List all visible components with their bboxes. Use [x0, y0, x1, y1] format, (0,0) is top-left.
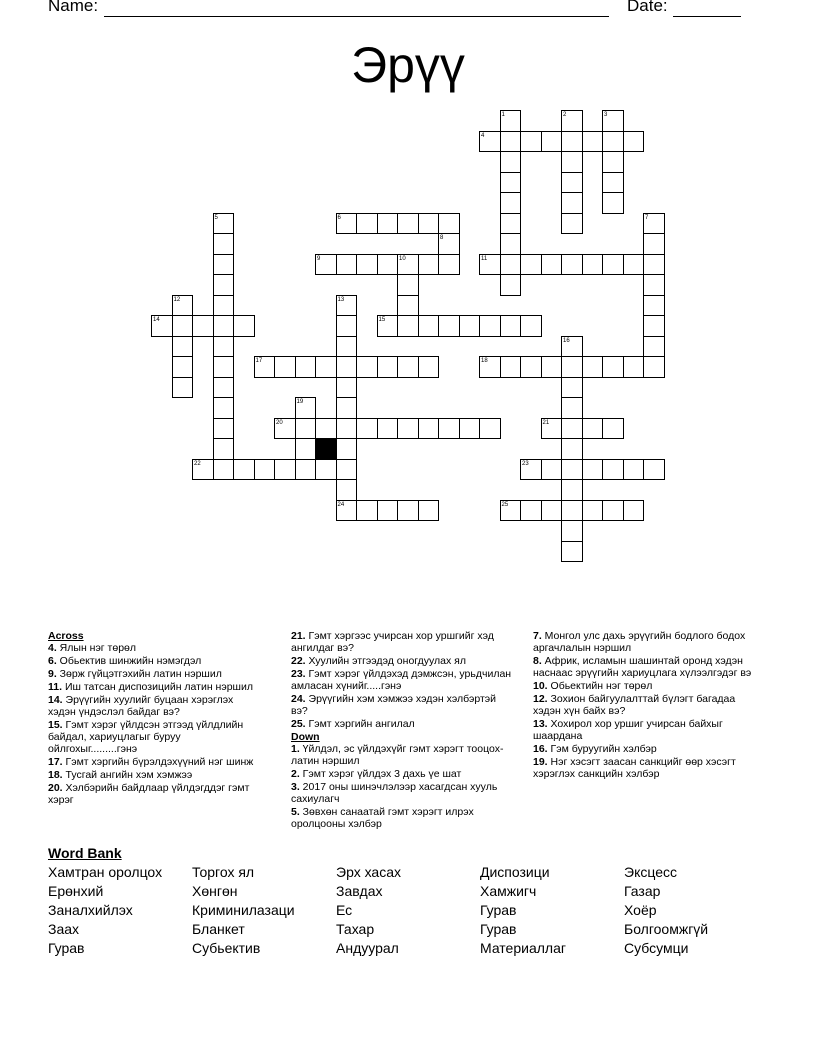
clue-number: 25 — [501, 501, 509, 508]
grid-cell[interactable] — [418, 356, 440, 378]
word-bank-item: Хамжигч — [480, 883, 537, 899]
grid-cell[interactable] — [213, 315, 235, 337]
page-title: Эрүү — [351, 37, 465, 93]
grid-cell[interactable] — [213, 356, 235, 378]
grid-cell[interactable] — [336, 336, 358, 358]
grid-cell[interactable] — [295, 459, 317, 481]
grid-cell[interactable] — [336, 356, 358, 378]
grid-cell[interactable] — [561, 254, 583, 276]
grid-cell[interactable] — [582, 500, 604, 522]
grid-cell[interactable] — [520, 131, 542, 153]
grid-cell[interactable] — [336, 295, 358, 317]
clue-number: 22 — [194, 460, 201, 467]
word-bank-item: Торгох ял — [192, 864, 255, 880]
grid-cell[interactable] — [172, 377, 194, 399]
grid-cell[interactable] — [500, 151, 522, 173]
grid-cell[interactable] — [541, 254, 563, 276]
grid-cell[interactable] — [418, 418, 440, 440]
grid-cell[interactable] — [336, 418, 358, 440]
grid-cell[interactable] — [479, 254, 501, 276]
grid-cell[interactable] — [643, 459, 665, 481]
grid-cell[interactable] — [336, 254, 358, 276]
grid-cell[interactable] — [213, 233, 235, 255]
grid-cell[interactable] — [295, 438, 317, 460]
clue-number: 10 — [399, 255, 406, 262]
grid-cell[interactable] — [295, 356, 317, 378]
word-bank-title: Word Bank — [48, 845, 122, 861]
black-square — [315, 438, 337, 460]
grid-cell[interactable] — [520, 500, 542, 522]
grid-cell[interactable] — [643, 336, 665, 358]
grid-cell[interactable] — [582, 254, 604, 276]
grid-cell[interactable] — [582, 131, 604, 153]
grid-cell[interactable] — [377, 315, 399, 337]
clue-number: 6 — [337, 214, 341, 221]
clue-8: 8. Африк, исламын шашинтай оронд хэдэн наснаас эрүүгийн хариуцлага хүлээлгэдэг вэ — [533, 655, 752, 679]
grid-cell[interactable] — [500, 500, 522, 522]
clue-number: 18 — [481, 358, 488, 364]
grid-cell[interactable] — [541, 418, 563, 440]
clue-number: 16 — [563, 337, 570, 344]
grid-cell[interactable] — [213, 377, 235, 399]
grid-cell[interactable] — [602, 110, 624, 132]
grid-cell[interactable] — [582, 356, 604, 378]
grid-cell[interactable] — [274, 356, 296, 378]
grid-cell[interactable] — [295, 397, 317, 419]
clue-number: 13 — [337, 296, 345, 303]
grid-cell[interactable] — [500, 172, 522, 194]
grid-cell[interactable] — [213, 254, 235, 276]
clue-number: 11 — [481, 255, 488, 262]
grid-cell[interactable] — [561, 377, 583, 399]
clue-number: 9 — [317, 255, 321, 262]
word-bank-item: Хөнгөн — [192, 883, 238, 899]
grid-cell[interactable] — [418, 315, 440, 337]
grid-cell[interactable] — [479, 315, 501, 337]
clue-12: 12. Зохион байгуулалттай бүлэгт багадаа хэдэн хүн байх вэ? — [533, 693, 736, 717]
grid-cell[interactable] — [213, 213, 235, 235]
grid-cell[interactable] — [500, 356, 522, 378]
grid-cell[interactable] — [438, 233, 460, 255]
grid-cell[interactable] — [561, 520, 583, 542]
grid-cell[interactable] — [397, 315, 419, 337]
grid-cell[interactable] — [336, 500, 358, 522]
word-bank-item: Гурав — [480, 902, 517, 918]
clue-19: 19. Нэг хэсэгт заасан санкцийг өөр хэсэгт хэрэглэх санкцийн хэлбэр — [533, 756, 736, 780]
grid-cell[interactable] — [213, 418, 235, 440]
word-bank-item: Гурав — [480, 921, 517, 937]
grid-cell[interactable] — [315, 418, 337, 440]
grid-cell[interactable] — [336, 479, 358, 501]
grid-cell[interactable] — [541, 356, 563, 378]
grid-cell[interactable] — [397, 254, 419, 276]
clue-16: 16. Гэм буруугийн хэлбэр — [533, 743, 657, 755]
grid-cell[interactable] — [520, 254, 542, 276]
clue-17: 17. Гэмт хэргийн бүрэлдэхүүний нэг шинж — [48, 756, 254, 768]
grid-cell[interactable] — [623, 500, 645, 522]
grid-cell[interactable] — [377, 500, 399, 522]
grid-cell[interactable] — [520, 315, 542, 337]
grid-cell[interactable] — [643, 315, 665, 337]
grid-cell[interactable] — [356, 500, 378, 522]
grid-cell[interactable] — [459, 418, 481, 440]
grid-cell[interactable] — [643, 213, 665, 235]
word-bank-item: Газар — [624, 883, 661, 899]
grid-cell[interactable] — [520, 356, 542, 378]
grid-cell[interactable] — [356, 418, 378, 440]
grid-cell[interactable] — [172, 295, 194, 317]
word-bank-item: Субьектив — [192, 940, 261, 956]
grid-cell[interactable] — [315, 356, 337, 378]
clue-number: 8 — [440, 235, 444, 241]
grid-cell[interactable] — [438, 418, 460, 440]
grid-cell[interactable] — [602, 172, 624, 194]
grid-cell[interactable] — [336, 397, 358, 419]
grid-cell[interactable] — [397, 213, 419, 235]
clue-3: 3. 2017 оны шинэчлэлээр хасагдсан хууль сахиулагч — [291, 781, 498, 805]
grid-cell[interactable] — [397, 295, 419, 317]
grid-cell[interactable] — [356, 254, 378, 276]
grid-cell[interactable] — [438, 213, 460, 235]
grid-cell[interactable] — [582, 418, 604, 440]
grid-cell[interactable] — [172, 315, 194, 337]
grid-cell[interactable] — [602, 418, 624, 440]
grid-cell[interactable] — [500, 315, 522, 337]
grid-cell[interactable] — [500, 233, 522, 255]
grid-cell[interactable] — [541, 459, 563, 481]
clue-25: 25. Гэмт хэргийн ангилал — [291, 718, 415, 730]
grid-cell[interactable] — [377, 356, 399, 378]
grid-cell[interactable] — [561, 500, 583, 522]
grid-cell[interactable] — [500, 131, 522, 153]
word-bank-item: Заналхийлэх — [48, 902, 133, 918]
clue-number: 3 — [604, 112, 608, 118]
grid-cell[interactable] — [336, 377, 358, 399]
grid-cell[interactable] — [315, 459, 337, 481]
clue-number: 20 — [276, 419, 283, 426]
grid-cell[interactable] — [459, 315, 481, 337]
grid-cell[interactable] — [274, 418, 296, 440]
clues-column-3 — [533, 630, 765, 781]
word-bank-item: Андуурал — [336, 940, 399, 956]
grid-cell[interactable] — [295, 418, 317, 440]
clue-number: 15 — [378, 317, 386, 323]
grid-cell[interactable] — [274, 459, 296, 481]
word-bank-item: Криминилазаци — [192, 902, 295, 918]
clue-9: 9. Зөрж гүйцэтгэхийн латин нэршил — [48, 668, 222, 680]
clue-14: 14. Эрүүгийн хуулийг буцаан хэрэглэх хэдэн үндэслэл байдаг вэ? — [48, 694, 234, 718]
clues-column-1 — [48, 630, 260, 807]
clue-22: 22. Хуулийн этгээдэд оногдуулах ял — [291, 655, 466, 667]
clue-number: 21 — [542, 419, 550, 426]
grid-cell[interactable] — [233, 459, 255, 481]
clue-7: 7. Монгол улс дахь эрүүгийн бодлого бодох аргачлалын нэршил — [533, 630, 746, 654]
grid-cell[interactable] — [438, 315, 460, 337]
grid-cell[interactable] — [541, 131, 563, 153]
grid-cell[interactable] — [561, 356, 583, 378]
grid-cell[interactable] — [561, 479, 583, 501]
grid-cell[interactable] — [213, 274, 235, 296]
grid-cell[interactable] — [602, 192, 624, 214]
clue-6: 6. Обьектив шинжийн нэмэгдэл — [48, 655, 202, 667]
grid-cell[interactable] — [643, 274, 665, 296]
grid-cell[interactable] — [438, 254, 460, 276]
grid-cell[interactable] — [500, 110, 522, 132]
clue-number: 7 — [645, 214, 649, 221]
grid-cell[interactable] — [418, 500, 440, 522]
grid-cell[interactable] — [213, 438, 235, 460]
grid-cell[interactable] — [643, 295, 665, 317]
grid-cell[interactable] — [479, 418, 501, 440]
grid-cell[interactable] — [643, 356, 665, 378]
grid-cell[interactable] — [418, 213, 440, 235]
grid-cell[interactable] — [336, 315, 358, 337]
word-bank-item: Завдах — [336, 883, 383, 899]
grid-cell[interactable] — [500, 254, 522, 276]
grid-cell[interactable] — [377, 418, 399, 440]
grid-cell[interactable] — [500, 274, 522, 296]
grid-cell[interactable] — [561, 438, 583, 460]
grid-cell[interactable] — [213, 397, 235, 419]
word-bank-item: Гурав — [48, 940, 85, 956]
grid-cell[interactable] — [192, 459, 214, 481]
grid-cell[interactable] — [172, 336, 194, 358]
grid-cell[interactable] — [623, 459, 645, 481]
grid-cell[interactable] — [643, 233, 665, 255]
word-bank-item: Диспозици — [480, 864, 550, 880]
grid-cell[interactable] — [213, 459, 235, 481]
grid-cell[interactable] — [356, 356, 378, 378]
grid-cell[interactable] — [418, 254, 440, 276]
grid-cell[interactable] — [561, 192, 583, 214]
grid-cell[interactable] — [623, 254, 645, 276]
grid-cell[interactable] — [397, 274, 419, 296]
grid-cell[interactable] — [541, 500, 563, 522]
word-bank-item: Ерөнхий — [48, 883, 104, 899]
grid-cell[interactable] — [397, 418, 419, 440]
grid-cell[interactable] — [254, 356, 276, 378]
clue-number: 2 — [563, 112, 567, 118]
word-bank-item: Бланкет — [192, 921, 245, 937]
clue-number: 23 — [522, 460, 529, 467]
clue-number: 24 — [337, 501, 345, 508]
grid-cell[interactable] — [397, 356, 419, 378]
grid-cell[interactable] — [561, 397, 583, 419]
clue-5: 5. Зөвхөн санаатай гэмт хэрэгт илрэх оролцооны хэлбэр — [291, 806, 474, 830]
grid-cell[interactable] — [602, 151, 624, 173]
clue-15: 15. Гэмт хэрэг үйлдсэн этгээд үйлдлийн байдал, хариуцлагыг буруу ойлгохыг.........гэнэ — [48, 719, 244, 755]
word-bank-item: Субсумци — [624, 940, 689, 956]
grid-cell[interactable] — [602, 500, 624, 522]
grid-cell[interactable] — [602, 131, 624, 153]
date-label: Date: — [627, 0, 668, 15]
down-heading: Down — [291, 731, 320, 743]
grid-cell[interactable] — [602, 356, 624, 378]
grid-cell[interactable] — [561, 110, 583, 132]
grid-cell[interactable] — [213, 295, 235, 317]
grid-cell[interactable] — [561, 172, 583, 194]
grid-cell[interactable] — [623, 356, 645, 378]
grid-cell[interactable] — [561, 131, 583, 153]
word-bank-item: Тахар — [336, 921, 375, 937]
clue-24: 24. Эрүүгийн хэм хэмжээ хэдэн хэлбэртэй вэ? — [291, 693, 497, 717]
grid-cell[interactable] — [213, 336, 235, 358]
grid-cell[interactable] — [500, 192, 522, 214]
grid-cell[interactable] — [377, 213, 399, 235]
word-bank-item: Болгоомжгүй — [624, 921, 709, 937]
grid-cell[interactable] — [172, 356, 194, 378]
clue-23: 23. Гэмт хэрэг үйлдэхэд дэмжсэн, урьдчилан амласан хүнийг.....гэнэ — [291, 668, 512, 692]
across-heading: Across — [48, 630, 84, 642]
clue-21: 21. Гэмт хэргээс учирсан хор уршгийг хэд ангилдаг вэ? — [291, 630, 494, 654]
grid-cell[interactable] — [602, 459, 624, 481]
clue-18: 18. Тусгай ангийн хэм хэмжээ — [48, 769, 193, 781]
clue-20: 20. Хэлбэрийн байдлаар үйлдэгддэг гэмт хэрэг — [48, 782, 250, 806]
name-label: Name: — [48, 0, 99, 15]
grid-cell[interactable] — [582, 459, 604, 481]
grid-cell[interactable] — [233, 315, 255, 337]
grid-cell[interactable] — [561, 418, 583, 440]
clue-10: 10. Обьектийн нэг төрөл — [533, 680, 653, 692]
clue-4: 4. Ялын нэг төрөл — [48, 642, 137, 654]
word-bank-item: Заах — [48, 921, 80, 937]
grid-cell[interactable] — [377, 254, 399, 276]
grid-cell[interactable] — [397, 500, 419, 522]
grid-cell[interactable] — [151, 315, 173, 337]
grid-cell[interactable] — [254, 459, 276, 481]
word-bank-item: Хоёр — [624, 902, 657, 918]
clue-number: 17 — [255, 358, 263, 364]
clues-column-2 — [291, 630, 513, 831]
clue-number: 12 — [173, 296, 181, 303]
grid-cell[interactable] — [643, 254, 665, 276]
grid-cell[interactable] — [561, 336, 583, 358]
word-bank-item: Материаллаг — [480, 940, 566, 956]
grid-cell[interactable] — [315, 254, 337, 276]
clue-11: 11. Иш татсан диспозицийн латин нэршил — [48, 681, 253, 693]
clue-number: 14 — [153, 317, 160, 323]
grid-cell[interactable] — [336, 438, 358, 460]
clue-number: 4 — [481, 132, 485, 139]
grid-cell[interactable] — [336, 213, 358, 235]
word-bank-item: Эрх хасах — [336, 864, 401, 880]
grid-cell[interactable] — [500, 213, 522, 235]
grid-cell[interactable] — [561, 213, 583, 235]
clue-number: 1 — [501, 112, 505, 118]
word-bank-item: Хамтран оролцох — [48, 864, 163, 880]
clue-13: 13. Хохирол хор уршиг учирсан байхыг шаардана — [533, 718, 723, 742]
word-bank-item: Ес — [336, 902, 353, 918]
grid-cell[interactable] — [356, 213, 378, 235]
grid-cell[interactable] — [561, 541, 583, 563]
grid-cell[interactable] — [602, 254, 624, 276]
grid-cell[interactable] — [336, 459, 358, 481]
word-bank-item: Эксцесс — [624, 864, 677, 880]
clue-1: 1. Үйлдэл, эс үйлдэхүйг гэмт хэрэгт тооцох- латин нэршил — [291, 743, 504, 767]
grid-cell[interactable] — [479, 356, 501, 378]
grid-cell[interactable] — [520, 459, 542, 481]
grid-cell[interactable] — [561, 151, 583, 173]
grid-cell[interactable] — [479, 131, 501, 153]
grid-cell[interactable] — [561, 459, 583, 481]
clue-number: 19 — [296, 399, 304, 405]
grid-cell[interactable] — [623, 131, 645, 153]
clue-2: 2. Гэмт хэрэг үйлдэх 3 дахь үе шат — [291, 768, 462, 780]
clue-number: 5 — [214, 214, 218, 221]
grid-cell[interactable] — [192, 315, 214, 337]
